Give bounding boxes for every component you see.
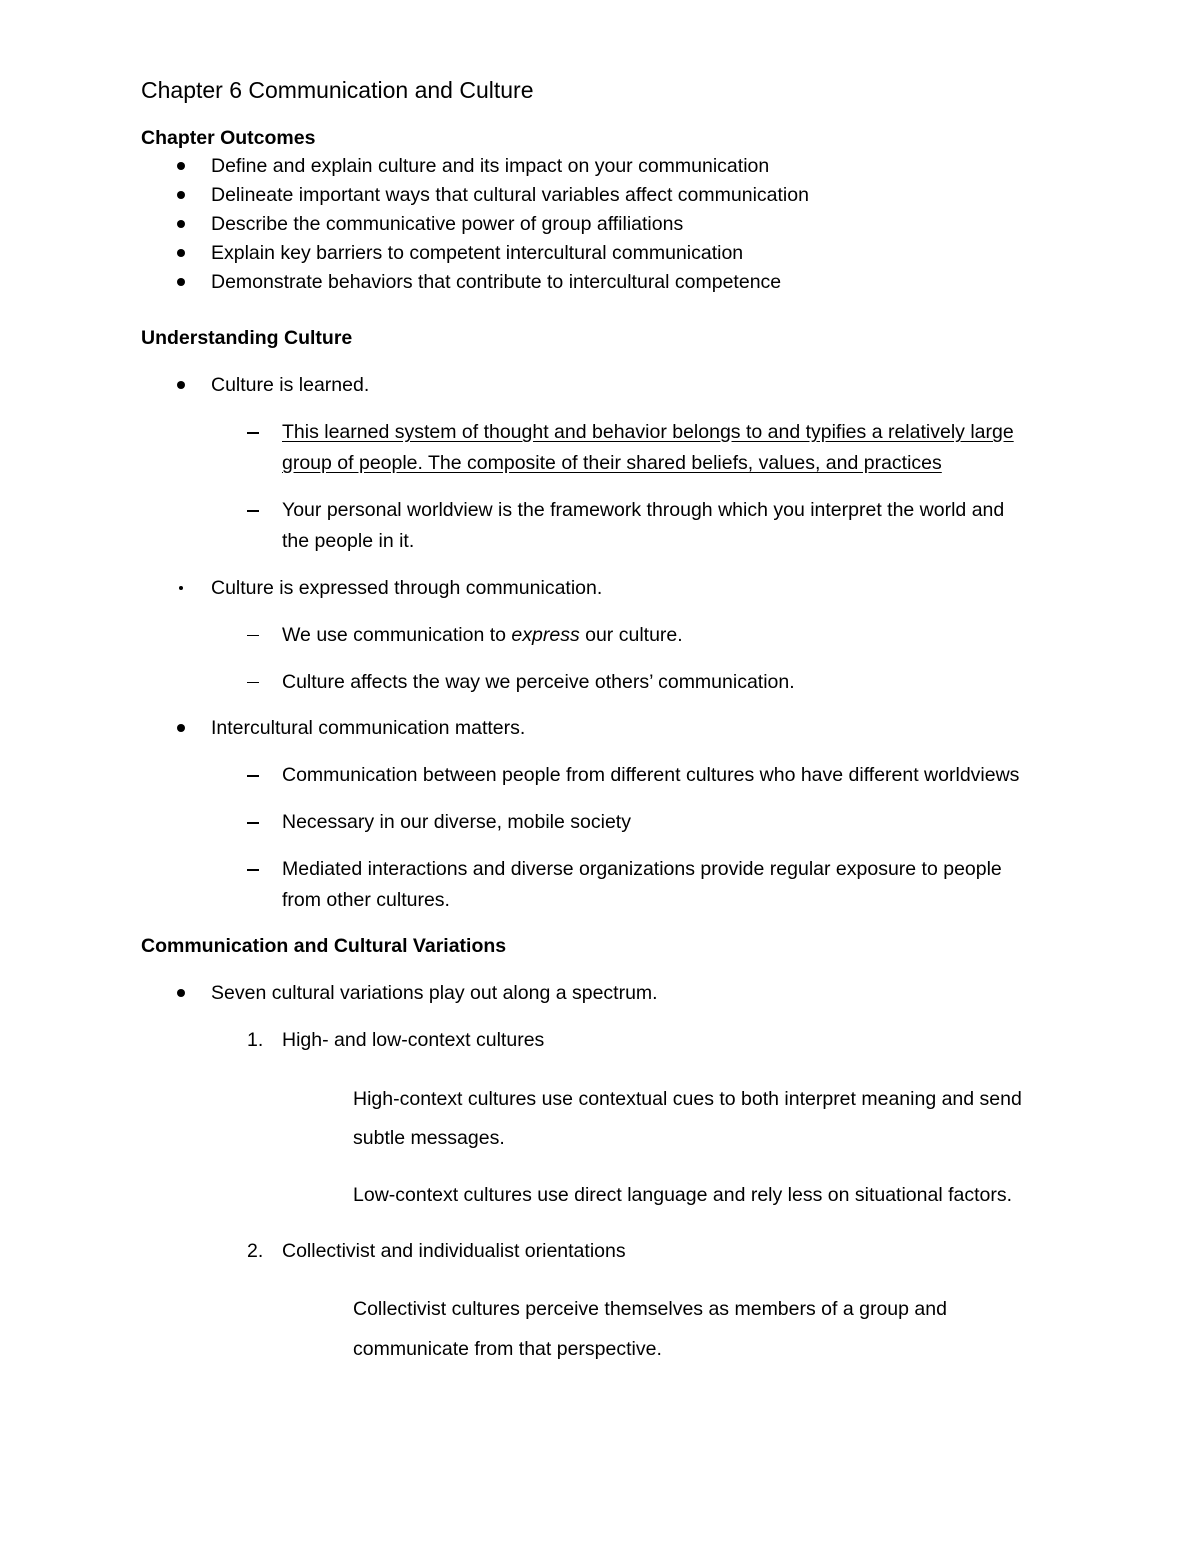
low-context-line: Low-context cultures use direct language and rely less on situational factors.	[353, 1184, 1013, 1206]
outcomes-heading: Chapter Outcomes	[141, 127, 316, 149]
dash-icon	[247, 635, 259, 636]
bullet-icon	[177, 191, 185, 199]
outcome-item: Demonstrate behaviors that contribute to intercultural competence	[211, 271, 782, 293]
understanding-heading: Understanding Culture	[141, 327, 353, 349]
collectivist-line2: communicate from that perspective.	[353, 1338, 662, 1360]
outcome-item: Explain key barriers to competent intercultural communication	[211, 242, 744, 264]
learned-definition-line1: This learned system of thought and behavior belongs to and typifies a relatively large	[282, 421, 1014, 443]
bullet-icon	[179, 586, 183, 590]
bullet-icon	[177, 381, 185, 389]
bullet-icon	[177, 724, 185, 732]
variations-intro: Seven cultural variations play out along a spectrum.	[211, 982, 658, 1004]
list-number: 2.	[247, 1240, 264, 1262]
list-number: 1.	[247, 1029, 264, 1051]
dash-icon	[247, 432, 259, 434]
learned-definition-line2: group of people. The composite of their shared beliefs, values, and practices	[282, 452, 942, 474]
variations-heading: Communication and Cultural Variations	[141, 935, 507, 957]
dash-icon	[247, 510, 259, 512]
worldview-line2: the people in it.	[282, 530, 415, 552]
express-culture-line: We use communication to express our culture.	[282, 624, 683, 646]
learned-item: Culture is learned.	[211, 374, 370, 396]
collectivist-line1: Collectivist cultures perceive themselves as members of a group and	[353, 1298, 947, 1320]
perceive-line: Culture affects the way we perceive others’ communication.	[282, 671, 795, 693]
outcome-item: Delineate important ways that cultural variables affect communication	[211, 184, 809, 206]
dash-icon	[247, 869, 259, 871]
expressed-item: Culture is expressed through communication.	[211, 577, 603, 599]
variation-item-2: Collectivist and individualist orientations	[282, 1240, 626, 1262]
outcome-item: Describe the communicative power of group affiliations	[211, 213, 684, 235]
page-title: Chapter 6 Communication and Culture	[141, 77, 534, 103]
matters-sub2: Necessary in our diverse, mobile society	[282, 811, 631, 833]
variation-item-1: High- and low-context cultures	[282, 1029, 545, 1051]
bullet-icon	[177, 278, 185, 286]
outcome-item: Define and explain culture and its impact on your communication	[211, 155, 770, 177]
matters-item: Intercultural communication matters.	[211, 717, 526, 739]
matters-sub3-line1: Mediated interactions and diverse organizations provide regular exposure to people	[282, 858, 1002, 880]
bullet-icon	[177, 162, 185, 170]
high-context-line1: High-context cultures use contextual cues to both interpret meaning and send	[353, 1088, 1022, 1110]
matters-sub3-line2: from other cultures.	[282, 889, 450, 911]
high-context-line2: subtle messages.	[353, 1127, 505, 1149]
matters-sub1: Communication between people from different cultures who have different worldviews	[282, 764, 1020, 786]
bullet-icon	[177, 220, 185, 228]
bullet-icon	[177, 249, 185, 257]
worldview-line1: Your personal worldview is the framework through which you interpret the world and	[282, 499, 1005, 521]
dash-icon	[247, 682, 259, 683]
dash-icon	[247, 775, 259, 777]
dash-icon	[247, 822, 259, 824]
bullet-icon	[177, 989, 185, 997]
